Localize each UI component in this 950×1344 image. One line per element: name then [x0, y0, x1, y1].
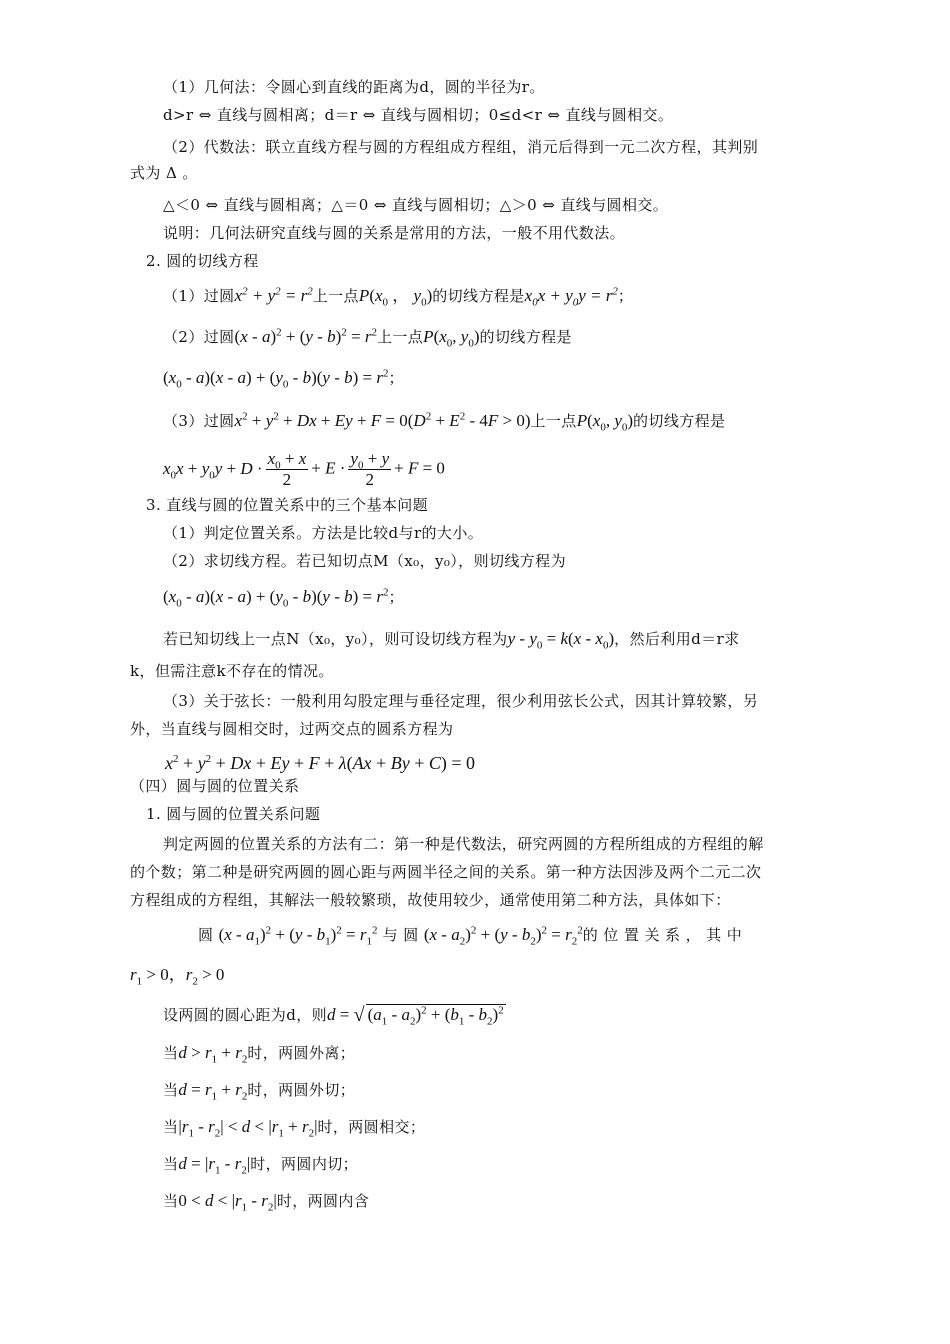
text-segment: 上一点	[376, 328, 424, 346]
text-segment: ；	[388, 369, 404, 387]
math-expression: $r_1 > 0$，$r_2 > 0$	[130, 965, 225, 988]
math-expression: d = √ $(a_1 - a_2)^2 + (b_1 - b_2)^2$	[327, 1004, 504, 1028]
text-segment: 的切线方程是	[633, 412, 726, 430]
text-segment: 当	[163, 1192, 179, 1210]
text-segment: 上一点	[312, 287, 359, 305]
section-heading: 3. 直线与圆的位置关系中的三个基本问题	[146, 496, 429, 514]
text-segment: 当	[163, 1155, 179, 1173]
text-segment: 时，两圆内含	[276, 1192, 370, 1210]
math-expression: $x^2 + y^2 + Dx + Ey + F + \lambda(Ax + By + C) = 0$	[165, 753, 476, 773]
math-expression: $d = r_1 + r_2$	[178, 1080, 248, 1103]
fraction: $\frac{y_0 + y}{2}$	[350, 449, 390, 489]
text-segment: 时，两圆内切；	[250, 1155, 359, 1173]
text-line: （1）几何法：令圆心到直线的距离为d，圆的半径为r。	[163, 78, 545, 96]
text-line: k，但需注意k不存在的情况。	[130, 662, 334, 680]
text-line: 判定两圆的位置关系的方法有二：第一种是代数法，研究两圆的方程所组成的方程组的解	[163, 835, 764, 853]
text-line: 式为 Δ 。	[130, 164, 198, 182]
fraction: $\frac{x_0 + x}{2}$	[267, 449, 307, 489]
math-expression: $x^2 + y^2 = r^2$	[234, 285, 313, 305]
text-segment: 当	[163, 1118, 179, 1136]
math-expression: $(x_0 - a)(x - a) + (y_0 - b)(y - b) = r^2$	[163, 586, 389, 610]
text-segment: 的 位 置 关 系 ， 其 中	[582, 926, 743, 944]
text-segment: （3）过圆	[163, 412, 235, 430]
math-expression: P	[358, 286, 370, 305]
text-segment: 设两圆的圆心距为d，则	[163, 1006, 328, 1024]
math-expression: ($x_0$ ， $y_0$)	[369, 286, 433, 309]
section-heading: 2. 圆的切线方程	[146, 252, 259, 270]
text-segment: 的切线方程是	[479, 328, 572, 346]
math-expression: $(x - a_1)^2 + (y - b_1)^2 = r_1^2$	[218, 924, 378, 948]
case-external-tangent	[163, 1079, 355, 1101]
text-line: （2）求切线方程。若已知切点M（x₀，y₀），则切线方程为	[163, 552, 566, 570]
text-line: （1）判定位置关系。方法是比较d与r的大小。	[163, 524, 484, 542]
text-segment: ；	[617, 287, 634, 305]
tangent-formula-known-point	[163, 586, 404, 608]
text-line: 说明：几何法研究直线与圆的关系是常用的方法，一般不用代数法。	[163, 224, 626, 242]
text-segment: 的切线方程是	[432, 287, 525, 305]
text-segment: 当	[163, 1081, 179, 1099]
math-expression: $(x - a)^2 + (y - b)^2 = r^2$	[234, 326, 377, 346]
tangent-formula-3-result	[163, 449, 445, 490]
text-segment: 时，两圆相交；	[317, 1118, 426, 1136]
math-expression: $|r_1 - r_2| < d < |r_1 + r_2|$	[178, 1117, 318, 1140]
tangent-formula-2-result	[163, 367, 404, 389]
case-intersect	[163, 1116, 425, 1138]
math-expression: $0 < d < |r_1 - r_2|$	[178, 1191, 277, 1214]
math-expression: + F = 0	[394, 458, 445, 478]
text-line	[163, 628, 739, 650]
text-segment: （1）过圆	[163, 287, 235, 305]
text-line: △＜0 ⇔ 直线与圆相离；△＝0 ⇔ 直线与圆相切；△＞0 ⇔ 直线与圆相交。	[163, 196, 669, 214]
math-expression: $d > r_1 + r_2$	[178, 1043, 248, 1066]
case-external-separate	[163, 1042, 355, 1064]
text-segment: 时，两圆外切；	[247, 1081, 356, 1099]
math-expression: $(x_0 - a)(x - a) + (y_0 - b)(y - b) = r^2$	[163, 367, 389, 391]
distance-definition	[163, 1004, 506, 1026]
math-expression: + E ·	[311, 458, 346, 478]
math-expression: $x^2 + y^2 + Dx + Ey + F = 0(D^2 + E^2 - 4F > 0)$	[234, 410, 531, 430]
text-line: （2）代数法：联立直线方程与圆的方程组成方程组，消元后得到一元二次方程，其判别	[163, 138, 759, 156]
case-internal-tangent	[163, 1153, 358, 1175]
math-expression: $(x - a_2)^2 + (y - b_2)^2 = r_2^2$	[423, 924, 583, 948]
text-line: 外，当直线与圆相交时，过两交点的圆系方程为	[130, 720, 454, 738]
text-segment: 圆	[198, 926, 214, 944]
case-contained	[163, 1190, 369, 1212]
tangent-formula-1	[163, 285, 633, 307]
two-circles-statement	[198, 924, 742, 946]
text-segment: 若已知切线上一点N（x₀，y₀），则可设切线方程为	[163, 630, 508, 648]
text-segment: 时，两圆外离；	[247, 1044, 356, 1062]
math-expression: $P(x_0$, $y_0$)	[576, 411, 634, 434]
text-segment: 上一点	[530, 412, 577, 430]
math-expression: $P(x_0$, $y_0$)	[423, 327, 480, 350]
text-line: d>r ⇔ 直线与圆相离；d＝r ⇔ 直线与圆相切；0≤d<r ⇔ 直线与圆相交。	[163, 106, 674, 124]
text-segment: ；	[388, 588, 404, 606]
math-expression: $x_0x + y_0y + D$ ·	[163, 458, 263, 481]
math-expression: $x_0x + y_0y = r^2$	[524, 285, 618, 309]
text-segment: （2）过圆	[163, 328, 235, 346]
text-segment: 与 圆	[382, 926, 419, 944]
text-segment: ，然后利用d＝r求	[614, 630, 740, 648]
text-line: 方程组成的方程组，其解法一般较繁琐，故使用较少，通常使用第二种方法，具体如下：	[130, 891, 731, 909]
tangent-formula-2	[163, 326, 572, 348]
text-segment: 当	[163, 1044, 179, 1062]
text-line: 的个数；第二种是研究两圆的圆心距与两圆半径之间的关系。第一种方法因涉及两个二元二次	[130, 863, 762, 881]
math-expression: $y - y_0 = k(x - x_0)$	[507, 629, 615, 652]
tangent-formula-3	[163, 410, 725, 432]
text-line: （3）关于弦长：一般利用勾股定理与垂径定理，很少利用弦长公式，因其计算较繁，另	[163, 692, 759, 710]
circle-family-equation	[165, 752, 475, 775]
section-heading: （四）圆与圆的位置关系	[130, 777, 300, 795]
section-heading: 1. 圆与圆的位置关系问题	[146, 805, 321, 823]
math-expression: $d = |r_1 - r_2|$	[178, 1154, 251, 1177]
radius-condition	[130, 964, 224, 986]
